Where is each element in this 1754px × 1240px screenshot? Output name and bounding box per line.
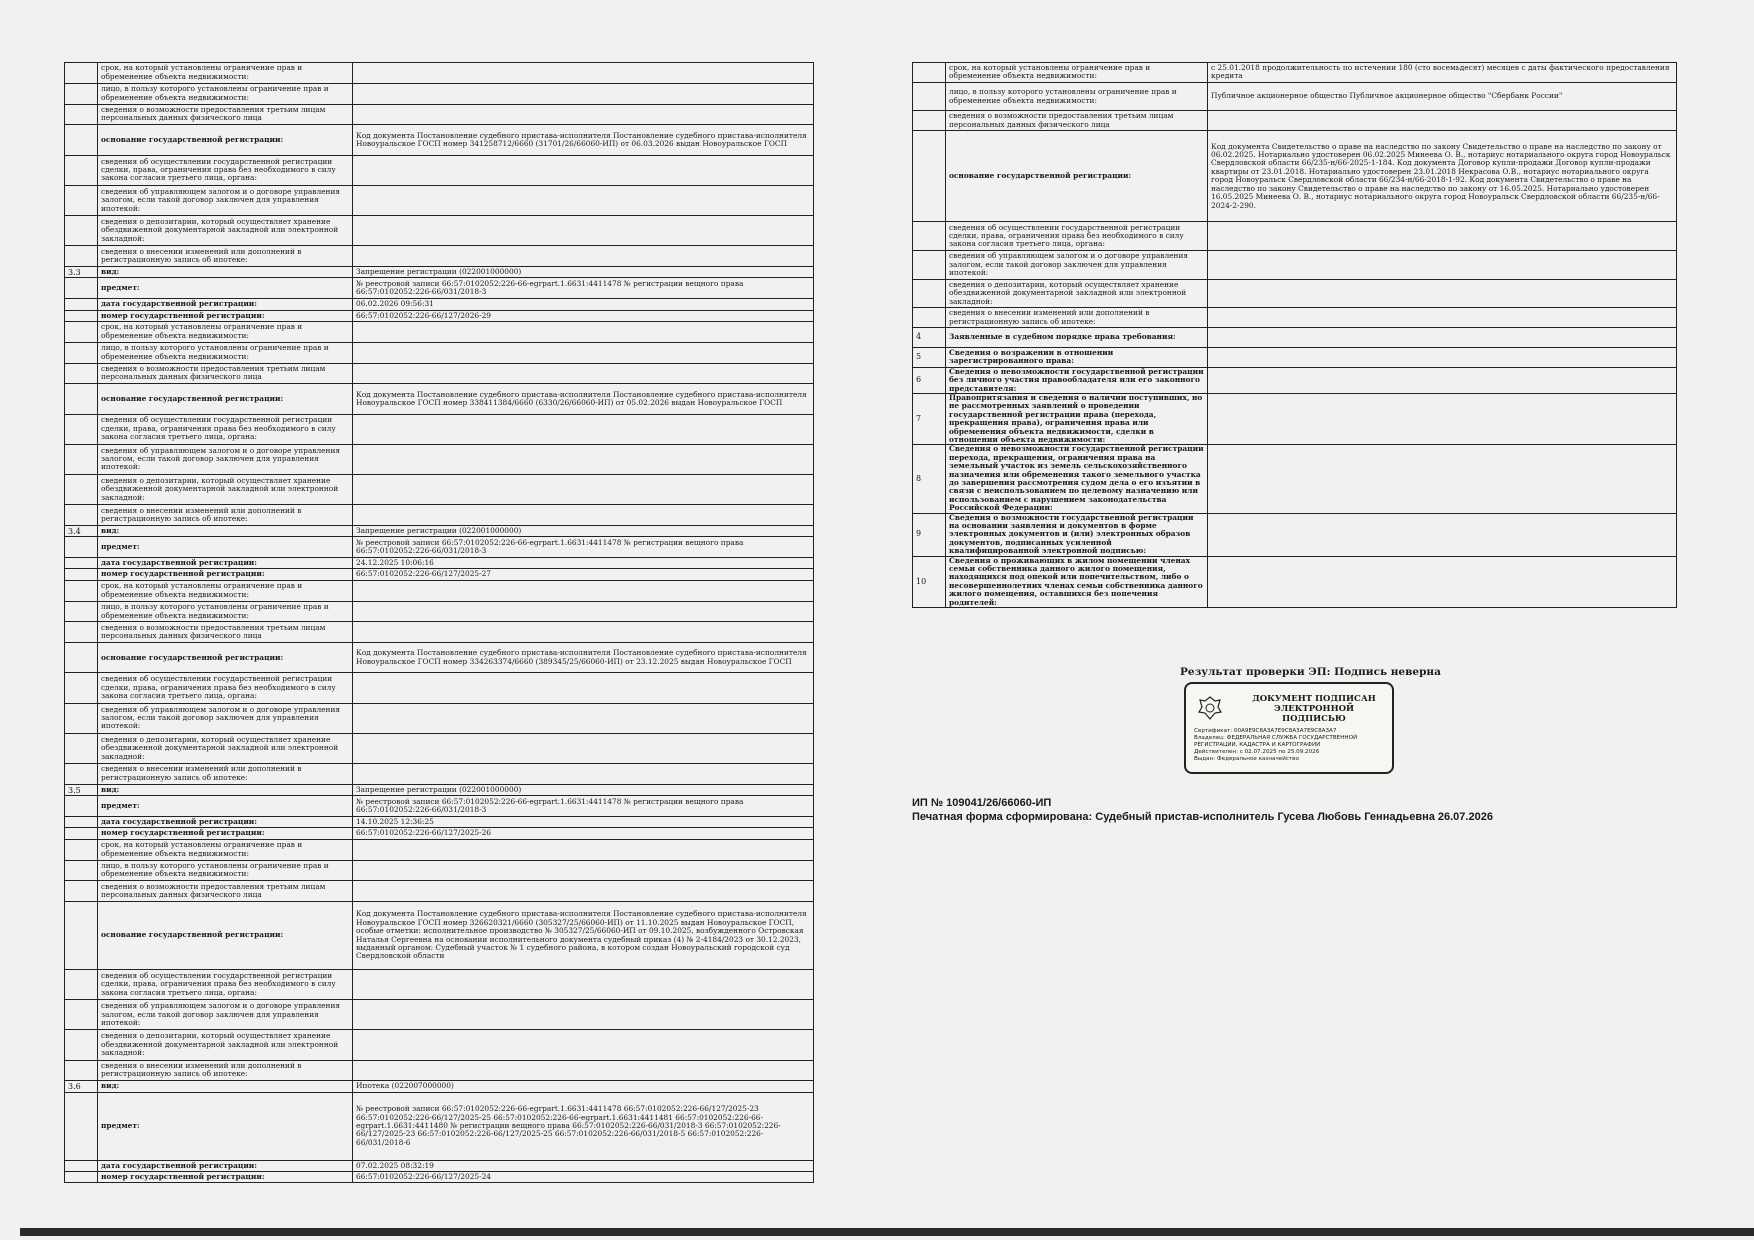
register-row — [65, 580, 814, 601]
register-row — [65, 902, 814, 970]
section-number — [65, 1030, 98, 1060]
field-label: основание государственной регистрации: — [98, 125, 353, 155]
register-row — [65, 673, 814, 703]
register-row — [65, 474, 814, 504]
field-label: срок, на который установлены ограничение прав и обременение объекта недвижимости: — [946, 63, 1208, 83]
register-row — [65, 266, 814, 277]
section-number — [913, 131, 946, 222]
field-label: предмет: — [98, 537, 353, 558]
field-label: лицо, в пользу которого установлены ограничение прав и обременение объекта недвижимости: — [98, 601, 353, 622]
field-value: Запрещение регистрации (022001000000) — [353, 266, 814, 277]
right-register-table — [912, 62, 1677, 608]
section-number — [65, 278, 98, 299]
section-number — [913, 222, 946, 251]
field-label: сведения о депозитарии, который осуществляет хранение обездвиженной документарной закладной или электронной закладной: — [946, 279, 1208, 308]
section-number — [65, 342, 98, 363]
section-number — [913, 82, 946, 111]
field-value: Запрещение регистрации (022001000000) — [353, 525, 814, 536]
field-value — [1208, 393, 1677, 444]
field-label: номер государственной регистрации: — [98, 828, 353, 839]
section-number — [65, 1000, 98, 1030]
field-label: сведения о возможности предоставления третьим лицам персональных данных физического лица — [98, 104, 353, 125]
register-row — [913, 513, 1677, 556]
register-row — [65, 185, 814, 215]
section-number — [65, 860, 98, 881]
register-row — [65, 622, 814, 643]
register-row — [65, 601, 814, 622]
field-label: номер государственной регистрации: — [98, 310, 353, 321]
register-row — [65, 384, 814, 414]
section-number: 9 — [913, 513, 946, 556]
field-label: Правопритязания и сведения о наличии поступивших, но не рассмотренных заявлений о проведении государственной регистрации права (перехода, прекращения права), ограничения права или обременения объекта недвижимости, сделки в отношении объекта недвижимости: — [946, 393, 1208, 444]
register-row — [65, 525, 814, 536]
field-value: 66:57:0102052:226-66/127/2025-26 — [353, 828, 814, 839]
field-label: Заявленные в судебном порядке права требования: — [946, 328, 1208, 348]
section-number — [65, 155, 98, 185]
register-row — [913, 556, 1677, 607]
field-value: с 25.01.2018 продолжительность по истечении 180 (сто восемьдесят) месяцев с даты фактического предоставления кредита — [1208, 63, 1677, 83]
field-label: срок, на который установлены ограничение прав и обременение объекта недвижимости: — [98, 839, 353, 860]
register-row — [65, 643, 814, 673]
field-value — [353, 580, 814, 601]
stamp-line: Владелец: ФЕДЕРАЛЬНАЯ СЛУЖБА ГОСУДАРСТВЕННОЙ — [1194, 735, 1358, 741]
field-value — [1208, 445, 1677, 513]
section-number: 10 — [913, 556, 946, 607]
section-number — [65, 763, 98, 784]
field-value: 24.12.2025 10:06:16 — [353, 558, 814, 569]
register-row — [65, 363, 814, 384]
field-value — [353, 505, 814, 526]
field-value: № реестровой записи 66:57:0102052:226-66-egrpart.1.6631:4411478 66:57:0102052:226-66/127/2025-23 66:57:0102052:226-66/127/2025-25 66:57:0102052:226-66-egrpart.1.6631:4411481 66:57:0102052:226-66-egrpart.1.6631:4411480 № регистрации вещного права 66:57:0102052:226-66/031/2018-3 66:57:0102052:226-66/127/2025-23 66:57:0102052:226-66/127/2025-25 66:57:0102052:226-66/031/2018-5 66:57:0102052:226-66/031/2018-6 — [353, 1092, 814, 1160]
section-number — [65, 104, 98, 125]
left-register-table — [64, 62, 814, 1183]
register-row — [65, 310, 814, 321]
field-label: сведения об управляющем залогом и о договоре управления залогом, если такой договор заключен для управления ипотекой: — [98, 703, 353, 733]
field-label: предмет: — [98, 796, 353, 817]
register-row — [913, 367, 1677, 393]
section-number — [65, 321, 98, 342]
field-value — [353, 1000, 814, 1030]
section-number — [913, 279, 946, 308]
enforcement-proceeding-number: ИП № 109041/26/66060-ИП — [912, 797, 1052, 809]
field-label: основание государственной регистрации: — [98, 902, 353, 970]
section-number — [65, 125, 98, 155]
section-number: 3.5 — [65, 784, 98, 795]
field-value — [1208, 556, 1677, 607]
section-number — [65, 444, 98, 474]
field-value: Код документа Свидетельство о праве на наследство по закону Свидетельство о праве на наследство по закону от 06.02.2025. Нотариально удостоверен 06.02.2025 Минеева О. В., нотариус нотариального округа город Новоуральск Свердловской области 66/235-н/66-2025-1-184. Код документа Договор купли-продажи Договор купли-продажи квартиры от 23.01.2018. Нотариально удостоверен 23.01.2018 Некрасова О.В., нотариус нотариального округа город Новоуральск Свердловской области 66/234-н/66-2018-1-92. Код документа Свидетельство о праве на наследство по закону Свидетельство о праве на наследство по закону от 16.05.2025. Нотариально удостоверен 16.05.2025 Минеева О. В., нотариус нотариального округа город Новоуральск Свердловской области 66/235-н/66-2024-2-290. — [1208, 131, 1677, 222]
field-label: Сведения о невозможности государственной регистрации перехода, прекращения, ограничения права на земельный участок из земель сельскохозяйственного назначения или обременения такого земельного участка до завершения рассмотрения судом дела о его изъятии в связи с неиспользованием по целевому назначению или использованием с нарушением законодательства Российской Федерации: — [946, 445, 1208, 513]
field-value: Запрещение регистрации (022001000000) — [353, 784, 814, 795]
field-label: сведения об осуществлении государственной регистрации сделки, права, ограничения права без необходимого в силу закона согласия третьего лица, органа: — [98, 155, 353, 185]
field-value — [353, 321, 814, 342]
field-value — [1208, 279, 1677, 308]
field-label: сведения о депозитарии, который осуществляет хранение обездвиженной документарной закладной или электронной закладной: — [98, 215, 353, 245]
field-label: вид: — [98, 784, 353, 795]
field-value — [353, 104, 814, 125]
field-value: Код документа Постановление судебного пристава-исполнителя Постановление судебного пристава-исполнителя Новоуральское ГОСП номер 341258712/6660 (31701/26/66060-ИП) от 06.03.2026 выдан Новоуральское ГОСП — [353, 125, 814, 155]
field-value — [1208, 222, 1677, 251]
register-row — [913, 222, 1677, 251]
field-label: сведения о возможности предоставления третьим лицам персональных данных физического лица — [946, 111, 1208, 131]
field-value — [1208, 250, 1677, 279]
section-number — [65, 83, 98, 104]
section-number: 7 — [913, 393, 946, 444]
register-row — [65, 1030, 814, 1060]
register-row — [913, 445, 1677, 513]
section-number — [65, 185, 98, 215]
stamp-line: Выдан: Федеральное казначейство — [1194, 756, 1299, 762]
field-label: сведения о депозитарии, который осуществляет хранение обездвиженной документарной закладной или электронной закладной: — [98, 474, 353, 504]
field-label: сведения о внесении изменений или дополнений в регистрационную запись об ипотеке: — [98, 246, 353, 267]
field-label: лицо, в пользу которого установлены ограничение прав и обременение объекта недвижимости: — [98, 342, 353, 363]
section-number — [65, 569, 98, 580]
field-value — [353, 673, 814, 703]
register-row — [65, 1081, 814, 1092]
field-label: сведения об управляющем залогом и о договоре управления залогом, если такой договор заключен для управления ипотекой: — [98, 1000, 353, 1030]
field-label: сведения о возможности предоставления третьим лицам персональных данных физического лица — [98, 881, 353, 902]
field-label: сведения о возможности предоставления третьим лицам персональных данных физического лица — [98, 363, 353, 384]
register-row — [65, 1092, 814, 1160]
register-row — [65, 246, 814, 267]
field-value — [353, 839, 814, 860]
section-number: 6 — [913, 367, 946, 393]
field-value — [353, 601, 814, 622]
field-label: сведения о депозитарии, который осуществляет хранение обездвиженной документарной закладной или электронной закладной: — [98, 1030, 353, 1060]
register-row — [65, 444, 814, 474]
register-row — [65, 969, 814, 999]
register-row — [65, 155, 814, 185]
field-value — [353, 246, 814, 267]
field-value: Код документа Постановление судебного пристава-исполнителя Постановление судебного пристава-исполнителя Новоуральское ГОСП номер 338411384/6660 (6330/26/66060-ИП) от 05.02.2026 выдан Новоуральское ГОСП — [353, 384, 814, 414]
field-value — [353, 215, 814, 245]
section-number — [65, 969, 98, 999]
register-row — [65, 505, 814, 526]
field-value: 66:57:0102052:226-66/127/2026-29 — [353, 310, 814, 321]
field-label: сведения о внесении изменений или дополнений в регистрационную запись об ипотеке: — [98, 505, 353, 526]
field-value — [353, 474, 814, 504]
field-value: Ипотека (022007000000) — [353, 1081, 814, 1092]
field-label: вид: — [98, 1081, 353, 1092]
section-number — [65, 63, 98, 84]
section-number: 4 — [913, 328, 946, 348]
field-value — [353, 733, 814, 763]
register-row — [65, 1171, 814, 1182]
field-label: вид: — [98, 525, 353, 536]
field-label: основание государственной регистрации: — [946, 131, 1208, 222]
field-value: № реестровой записи 66:57:0102052:226-66-egrpart.1.6631:4411478 № регистрации вещного права 66:57:0102052:226-66/031/2018-3 — [353, 278, 814, 299]
field-value — [1208, 308, 1677, 328]
section-number: 8 — [913, 445, 946, 513]
register-row — [65, 1000, 814, 1030]
field-value — [1208, 513, 1677, 556]
section-number: 3.4 — [65, 525, 98, 536]
field-label: основание государственной регистрации: — [98, 643, 353, 673]
section-number — [65, 828, 98, 839]
field-value — [353, 703, 814, 733]
field-value — [353, 881, 814, 902]
section-number — [913, 111, 946, 131]
register-row — [65, 733, 814, 763]
field-label: Сведения о проживающих в жилом помещении членах семьи собственника данного жилого помещения, находящихся под опекой или попечительством, либо о несовершеннолетних членах семьи собственника данного жилого помещения, оставшихся без попечения родителей: — [946, 556, 1208, 607]
electronic-signature-stamp — [1184, 682, 1394, 774]
section-number — [65, 246, 98, 267]
stamp-line: Действителен: с 02.07.2025 по 25.09.2026 — [1194, 749, 1320, 755]
field-label: срок, на который установлены ограничение прав и обременение объекта недвижимости: — [98, 580, 353, 601]
section-number: 3.6 — [65, 1081, 98, 1092]
field-value: 14.10.2025 12:36:25 — [353, 816, 814, 827]
printed-form-author: Печатная форма сформирована: Судебный пристав-исполнитель Гусева Любовь Геннадьевна 26.07.2026 — [912, 811, 1493, 823]
field-label: срок, на который установлены ограничение прав и обременение объекта недвижимости: — [98, 321, 353, 342]
section-number — [65, 299, 98, 310]
register-row — [913, 347, 1677, 367]
field-value — [353, 763, 814, 784]
register-row — [913, 131, 1677, 222]
field-label: Сведения о возражении в отношении зарегистрированного права: — [946, 347, 1208, 367]
register-row — [65, 1060, 814, 1081]
section-number — [65, 215, 98, 245]
register-row — [65, 828, 814, 839]
field-label: дата государственной регистрации: — [98, 558, 353, 569]
register-row — [65, 278, 814, 299]
section-number — [65, 622, 98, 643]
field-label: сведения об управляющем залогом и о договоре управления залогом, если такой договор заключен для управления ипотекой: — [946, 250, 1208, 279]
section-number — [65, 733, 98, 763]
field-label: сведения о депозитарии, который осуществляет хранение обездвиженной документарной закладной или электронной закладной: — [98, 733, 353, 763]
field-label: дата государственной регистрации: — [98, 1160, 353, 1171]
register-row — [65, 83, 814, 104]
register-row — [65, 537, 814, 558]
section-number — [65, 816, 98, 827]
register-row — [65, 796, 814, 817]
stamp-title: ДОКУМЕНТ ПОДПИСАН ЭЛЕКТРОННОЙ ПОДПИСЬЮ — [1252, 694, 1376, 724]
section-number — [65, 310, 98, 321]
signature-verify-result: Результат проверки ЭП: Подпись неверна — [1180, 666, 1441, 678]
section-number — [913, 63, 946, 83]
section-number — [65, 1160, 98, 1171]
field-value: 06.02.2026 09:56:31 — [353, 299, 814, 310]
section-number: 5 — [913, 347, 946, 367]
section-number — [65, 580, 98, 601]
register-row — [65, 860, 814, 881]
register-row — [65, 215, 814, 245]
register-row — [65, 125, 814, 155]
left-page — [64, 62, 814, 1192]
register-row — [913, 82, 1677, 111]
register-row — [913, 328, 1677, 348]
register-row — [65, 569, 814, 580]
field-label: лицо, в пользу которого установлены ограничение прав и обременение объекта недвижимости: — [98, 83, 353, 104]
field-label: сведения об управляющем залогом и о договоре управления залогом, если такой договор заключен для управления ипотекой: — [98, 185, 353, 215]
stamp-line: РЕГИСТРАЦИИ, КАДАСТРА И КАРТОГРАФИИ — [1194, 742, 1321, 748]
field-value — [353, 1060, 814, 1081]
field-value: № реестровой записи 66:57:0102052:226-66-egrpart.1.6631:4411478 № регистрации вещного права 66:57:0102052:226-66/031/2018-3 — [353, 537, 814, 558]
section-number — [65, 363, 98, 384]
section-number — [65, 839, 98, 860]
section-number — [65, 703, 98, 733]
field-value — [1208, 367, 1677, 393]
register-row — [913, 279, 1677, 308]
field-label: основание государственной регистрации: — [98, 384, 353, 414]
field-label: номер государственной регистрации: — [98, 569, 353, 580]
field-value — [353, 155, 814, 185]
register-row — [913, 111, 1677, 131]
section-number — [65, 881, 98, 902]
field-value: 07.02.2025 08:32:19 — [353, 1160, 814, 1171]
field-label: лицо, в пользу которого установлены ограничение прав и обременение объекта недвижимости: — [98, 860, 353, 881]
field-label: дата государственной регистрации: — [98, 816, 353, 827]
register-row — [65, 703, 814, 733]
section-number — [65, 384, 98, 414]
register-row — [65, 839, 814, 860]
register-row — [65, 414, 814, 444]
register-row — [65, 342, 814, 363]
field-value — [1208, 328, 1677, 348]
field-value — [1208, 347, 1677, 367]
section-number — [65, 643, 98, 673]
register-row — [65, 104, 814, 125]
section-number: 3.3 — [65, 266, 98, 277]
section-number — [65, 414, 98, 444]
section-number — [65, 1171, 98, 1182]
right-page — [912, 62, 1677, 632]
field-label: сведения о возможности предоставления третьим лицам персональных данных физического лица — [98, 622, 353, 643]
section-number — [65, 558, 98, 569]
field-value — [353, 342, 814, 363]
section-number — [65, 902, 98, 970]
register-row — [65, 1160, 814, 1171]
section-number — [913, 250, 946, 279]
register-row — [65, 321, 814, 342]
section-number — [65, 474, 98, 504]
field-value: 66:57:0102052:226-66/127/2025-27 — [353, 569, 814, 580]
field-value: Код документа Постановление судебного пристава-исполнителя Постановление судебного пристава-исполнителя Новоуральское ГОСП номер 326620321/6660 (305327/25/66060-ИП) от 11.10.2025 выдан Новоуральское ГОСП, особые отметки: исполнительное производство № 305327/25/66060-ИП от 09.10.2025, возбужденного Островская Наталья Сергеевна на основании исполнительного документа судебный приказ (4) № 2-4184/2023 от 30.12.2023, выданный органом: Судебный участок № 1 судебного района, в котором создан Новоуральский городской суд Свердловской области — [353, 902, 814, 970]
field-label: предмет: — [98, 1092, 353, 1160]
section-number — [65, 537, 98, 558]
field-label: сведения о внесении изменений или дополнений в регистрационную запись об ипотеке: — [98, 1060, 353, 1081]
field-label: сведения об осуществлении государственной регистрации сделки, права, ограничения права без необходимого в силу закона согласия третьего лица, органа: — [946, 222, 1208, 251]
field-value: 66:57:0102052:226-66/127/2025-24 — [353, 1171, 814, 1182]
field-value — [353, 63, 814, 84]
field-value — [353, 969, 814, 999]
register-row — [65, 784, 814, 795]
field-value — [353, 622, 814, 643]
register-row — [65, 816, 814, 827]
section-number — [913, 308, 946, 328]
stamp-line: Сертификат: 00A9E9C8A3A7E9C8A3A7E9C8A3A7 — [1194, 728, 1337, 734]
field-label: Сведения о невозможности государственной регистрации без личного участия правообладателя или его законного представителя: — [946, 367, 1208, 393]
field-value — [353, 860, 814, 881]
field-value — [353, 185, 814, 215]
field-label: сведения о внесении изменений или дополнений в регистрационную запись об ипотеке: — [946, 308, 1208, 328]
coat-of-arms-icon — [1196, 694, 1224, 722]
field-label: сведения об осуществлении государственной регистрации сделки, права, ограничения права без необходимого в силу закона согласия третьего лица, органа: — [98, 969, 353, 999]
register-row — [913, 250, 1677, 279]
field-label: дата государственной регистрации: — [98, 299, 353, 310]
field-value — [353, 363, 814, 384]
section-number — [65, 505, 98, 526]
field-label: сведения об осуществлении государственной регистрации сделки, права, ограничения права без необходимого в силу закона согласия третьего лица, органа: — [98, 673, 353, 703]
field-value — [1208, 111, 1677, 131]
register-row — [913, 308, 1677, 328]
section-number — [65, 1092, 98, 1160]
register-row — [65, 558, 814, 569]
register-row — [913, 63, 1677, 83]
field-value: Публичное акционерное общество Публичное акционерное общество "Сбербанк России" — [1208, 82, 1677, 111]
register-row — [65, 299, 814, 310]
section-number — [65, 1060, 98, 1081]
register-row — [65, 763, 814, 784]
field-label: Сведения о возможности государственной регистрации на основании заявления и документов в форме электронных документов и (или) электронных образов документов, подписанных усиленной квалифицированной электронной подписью: — [946, 513, 1208, 556]
field-value — [353, 1030, 814, 1060]
register-row — [65, 63, 814, 84]
field-value — [353, 83, 814, 104]
field-label: лицо, в пользу которого установлены ограничение прав и обременение объекта недвижимости: — [946, 82, 1208, 111]
scan-edge — [20, 1228, 1754, 1236]
field-label: предмет: — [98, 278, 353, 299]
field-value: № реестровой записи 66:57:0102052:226-66-egrpart.1.6631:4411478 № регистрации вещного права 66:57:0102052:226-66/031/2018-3 — [353, 796, 814, 817]
section-number — [65, 601, 98, 622]
field-value — [353, 414, 814, 444]
section-number — [65, 673, 98, 703]
register-row — [65, 881, 814, 902]
field-label: срок, на который установлены ограничение прав и обременение объекта недвижимости: — [98, 63, 353, 84]
field-label: сведения об управляющем залогом и о договоре управления залогом, если такой договор заключен для управления ипотекой: — [98, 444, 353, 474]
field-label: сведения об осуществлении государственной регистрации сделки, права, ограничения права без необходимого в силу закона согласия третьего лица, органа: — [98, 414, 353, 444]
field-label: сведения о внесении изменений или дополнений в регистрационную запись об ипотеке: — [98, 763, 353, 784]
field-label: номер государственной регистрации: — [98, 1171, 353, 1182]
field-label: вид: — [98, 266, 353, 277]
section-number — [65, 796, 98, 817]
register-row — [913, 393, 1677, 444]
field-value — [353, 444, 814, 474]
field-value: Код документа Постановление судебного пристава-исполнителя Постановление судебного пристава-исполнителя Новоуральское ГОСП номер 334263374/6660 (389345/25/66060-ИП) от 23.12.2025 выдан Новоуральское ГОСП — [353, 643, 814, 673]
